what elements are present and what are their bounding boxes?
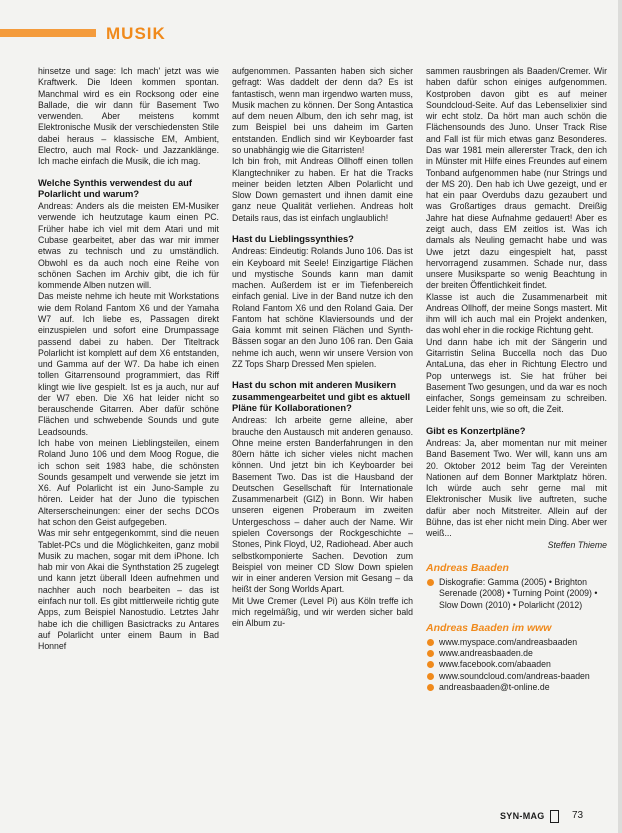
col3-body	[426, 66, 607, 551]
discography-text: Diskografie: Gamma (2005) • Brighton Serenade (2008) • Turning Point (2009) • Slow Down (2010) • Polarlicht (2012)	[439, 577, 598, 610]
web-link-text[interactable]: www.myspace.com/andreasbaaden	[439, 637, 578, 647]
bullet-icon	[427, 579, 434, 586]
paragraph: hinsetze und sage: Ich mach' jetzt was wie Kraftwerk. Die Ideen kommen spontan. Manchmal wird es ein Rocksong oder eine Ballade, die wir dann für Basement Two verwenden. Aber meistens kommt Elektronische Musik der verschiedensten Stile dabei heraus – klassische EM, Ambient, Electro, auch mal Rock- und Jazzanklänge. Ich mache einfach die Musik, die ich mag.	[38, 66, 219, 167]
web-link[interactable]	[426, 648, 607, 659]
bullet-icon	[427, 673, 434, 680]
bullet-icon	[427, 650, 434, 657]
magazine-name: SYN-MAG	[500, 811, 545, 821]
web-link[interactable]	[426, 682, 607, 693]
page-edge	[618, 0, 622, 833]
paragraph: Was mir sehr entgegenkommt, sind die neuen Tablet-PCs und die Möglichkeiten, ganz mobil Musik zu machen, sogar mit dem iPhone. Ich hab mir von Akai die Synthstation 25 zugelegt und kann jetzt überall Ideen aufnehmen und nachher auch noch bearbeiten – das ist einfach nur toll. Es gibt mittlerweile richtig gute Apps, zum Beispiel Nanostudio. Letztes Jahr habe ich die chilligen Basictracks zu Antares auf Polarlicht unter einem Baum in Bad Honnef	[38, 528, 219, 652]
paragraph: sammen rausbringen als Baaden/Cremer. Wir haben dafür schon einiges aufgenommen. Kostproben davon gibt es auf meiner Soundcloud-Seite. Auf das Lebenselixier sind wir echt stolz. Da hört man auch schön die Flächensounds des Juno. Unser Track Rise and Fall ist für mich etwas ganz Besonderes. Das war 1981 mein allererster Track, den ich in Münster mit Hilfe eines Freundes auf einem Tonband aufgenommen habe (nur Strings und der MS 20). Den hab ich Uwe gezeigt, und er hat ein paar Overdubs dazu gezaubert und was Großartiges draus gemacht. Dreißig Jahre hat diese Aufnahme gedauert! Aber es zeigt auch, dass EM zeitlos ist. Was ich damals als Neuling gemacht habe und was Uwe jetzt dazu eingespielt hat, passt hervorragend zusammen. Schade nur, dass unsere Musiksparte so wenig Beachtung in der breiten Öffentlichkeit findet.	[426, 66, 607, 291]
paragraph: Ich bin froh, mit Andreas Ollhoff einen tollen Klangtechniker zu haben. Er hat die Tracks meiner beiden letzten Alben Polarlicht und Slow Down gemastert und ihnen damit eine ganz neue Qualität verliehen. Andreas holt Details raus, das ist einfach unglaublich!	[232, 156, 413, 223]
question-heading: Gibt es Konzertpläne?	[426, 424, 526, 436]
web-link-text[interactable]: andreasbaaden@t-online.de	[439, 681, 550, 692]
web-link-text[interactable]: www.soundcloud.com/andreas-baaden	[439, 670, 590, 681]
paragraph: Andreas: Eindeutig: Rolands Juno 106. Das ist ein Keyboard mit Seele! Einzigartige Flächen und mystische Sounds kann man damit machen. Außerdem ist er im Tiefenbereich einfach genial. Live in der Band nutze ich den Roland Fantom X6 und den Roland Gaia. Der Fantom hat schöne Klaviersounds und der Gaia kommt mit seinen Flächen und Synth-Bässen sogar an den Juno 106 ran. Den Gaia nehme ich auch, wenn wir unsere Version von ZZ Tops Sharp Dressed Men spielen.	[232, 246, 413, 370]
logo-mark-icon	[550, 810, 559, 823]
bullet-icon	[427, 639, 434, 646]
paragraph: Andreas: Ja, aber momentan nur mit meiner Band Basement Two. Wer will, kann uns am 20. Oktober 2012 beim Tag der Vereinten Nationen auf dem Bonner Marktplatz hören. Ich würde auch sehr gerne mal mit Elektronischer Musik live auftreten, suche dafür aber noch Mitstreiter. Allein auf der Bühne, das ist eher nicht mein Ding. Aber wer weiß...	[426, 438, 607, 539]
paragraph: Andreas: Ich arbeite gerne alleine, aber brauche den Austausch mit anderen genauso. Ohne meine ersten Banderfahrungen in den 80ern hätte ich sicher vieles nicht machen können. Und jetzt bin ich Keyboarder bei Basement Two. Das ist die Hausband der Deutschen Gesellschaft für Internationale Zusammenarbeit (GIZ) in Bonn. Wir haben unseren eigenen Proberaum im zweiten Untergeschoss – daher auch der Name. Wir spielen Coversongs der Rockgeschichte – Stones, Pink Floyd, U2, Radiohead. Aber auch selbstkomponierte Sachen. Devotion zum Beispiel von meiner CD Slow Down spielen wir in einer anderen Version mit Gesang – da heißt der Song Worlds Apart.	[232, 415, 413, 595]
paragraph: Und dann habe ich mit der Sängerin und Gitarristin Selina Buccella noch das Duo AntaLuna, das eher in Richtung Electro und Pop unterwegs ist. Sie hat früher bei Basement Two gesungen, und da war es noch einfacher, Songs gemeinsam zu schreiben. Leider fehlt uns, wie so oft, die Zeit.	[426, 336, 607, 415]
section-label: MUSIK	[106, 24, 166, 43]
discography-list	[426, 577, 607, 611]
discography-item	[426, 577, 607, 611]
web-title: Andreas Baaden im www	[426, 621, 552, 634]
section-bar	[0, 29, 96, 37]
author-signature: Steffen Thieme	[547, 539, 607, 550]
paragraph: Das meiste nehme ich heute mit Workstations wie dem Roland Fantom X6 und der Yamaha W7 auf. Ich liebe es, Passagen direkt einzuspielen und sofort eine Drumpassage passend dabei zu haben. Der Titeltrack Polarlicht ist komplett auf dem X6 entstanden, und Gamma auf der W7. Da habe ich einen tollen Gitarrensound programmiert, das Riff klingt wie live gespielt. Ist es ja auch, nur auf der W7 eben. Die X6 hat leider nicht so berauschende Gitarren. Aber dafür schöne Flächen und schwebende Sounds und gute Leadsounds.	[38, 291, 219, 437]
web-link[interactable]	[426, 659, 607, 670]
column-3	[426, 66, 607, 693]
paragraph: Andreas: Anders als die meisten EM-Musiker verwende ich heutzutage kaum einen PC. Früher habe ich viel mit dem Atari und mit Cubase gearbeitet, aber das war mir immer etwas zu technisch und zu umständlich. Obwohl es da auch noch eine Reihe von schönen Sachen im Archiv gibt, die ich für kommende Alben nutzen will.	[38, 201, 219, 291]
web-link[interactable]	[426, 671, 607, 682]
web-link[interactable]	[426, 637, 607, 648]
column-2	[232, 66, 413, 630]
paragraph: Ich habe von meinen Lieblingsteilen, einem Roland Juno 106 und dem Moog Rogue, die ich schon seit 1983 habe, die schönsten Sounds gesampelt und verwende sie jetzt im X6. Auf Polarlicht ist ein Juno-Sample zu hören. Leider hat der Juno die typischen Alterserscheinungen: einer der sechs DCOs hat schon den Geist aufgegeben.	[38, 438, 219, 527]
page-footer	[500, 810, 610, 824]
paragraph: aufgenommen. Passanten haben sich sicher gefragt: Was daddelt der denn da? Es ist fantastisch, wenn man irgendwo warten muss, Musik machen zu können. Der Song Antastica auf dem neuen Album, den ich sehr mag, ist zum Beispiel bei uns daheim im Garten entstanden. Endlich sind wir Keyboarder fast so unabhängig wie die Gitarristen!	[232, 66, 413, 155]
question-heading: Hast du Lieblingssynthies?	[232, 232, 354, 244]
discography-title: Andreas Baaden	[426, 561, 509, 574]
web-links	[426, 637, 607, 693]
paragraph: Mit Uwe Cremer (Level Pi) aus Köln treffe ich mich regelmäßig, und wir werden sicher bald ein Album zu-	[232, 595, 413, 629]
web-link-text[interactable]: www.facebook.com/abaaden	[439, 659, 551, 670]
question-heading: Hast du schon mit anderen Musikern zusammengearbeitet und gibt es aktuell Pläne für Kollaborationen?	[232, 379, 411, 413]
web-link-text[interactable]: www.andreasbaaden.de	[439, 648, 533, 659]
paragraph: Klasse ist auch die Zusammenarbeit mit Andreas Ollhoff, der meine Songs mastert. Mit ihm will ich auch mal ein Projekt andenken, das wohl eher in die rockige Richtung geht.	[426, 291, 607, 336]
question-heading: Welche Synthis verwendest du auf Polarlicht und warum?	[38, 176, 193, 199]
bullet-icon	[427, 661, 434, 668]
page-number: 73	[572, 810, 584, 821]
bullet-icon	[427, 684, 434, 691]
column-1	[38, 66, 219, 652]
